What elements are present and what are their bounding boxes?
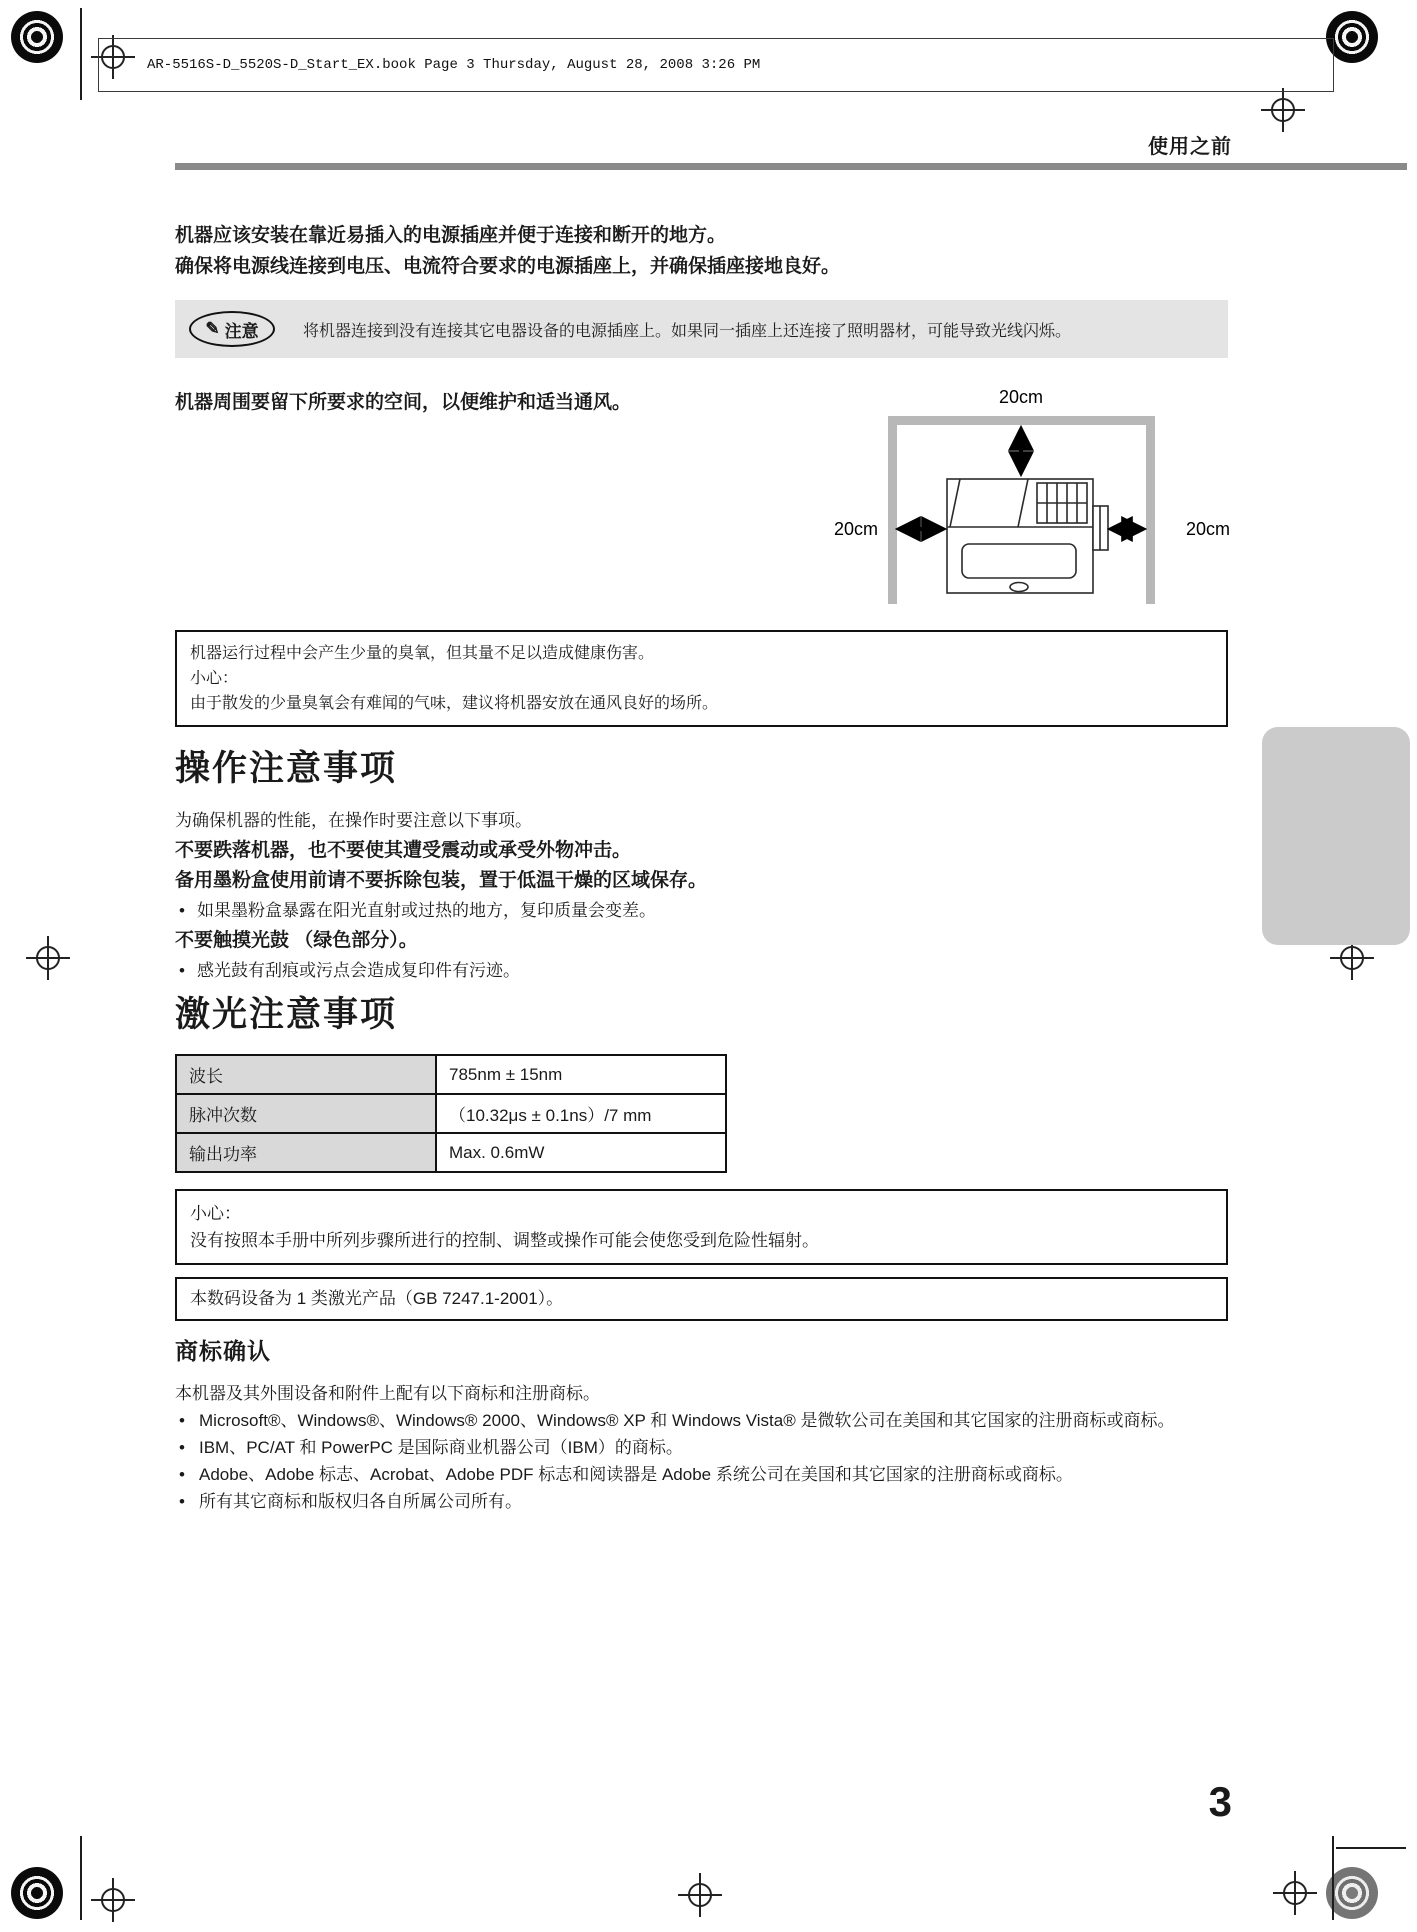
operation-section bbox=[175, 748, 1255, 986]
crop-crosshair-icon bbox=[678, 1873, 722, 1917]
note-badge-label: 注意 bbox=[224, 321, 259, 341]
ozone-line-2: 小心： bbox=[190, 670, 239, 687]
page-number: 3 bbox=[1208, 1778, 1232, 1825]
ozone-line-1: 机器运行过程中会产生少量的臭氧，但其量不足以造成健康伤害。 bbox=[190, 645, 655, 662]
operation-note-2: • 感光鼓有刮痕或污点会造成复印件有污迹。 bbox=[175, 956, 1255, 986]
chapter-header: 使用之前 bbox=[1148, 136, 1232, 158]
wall-right bbox=[1146, 416, 1155, 604]
trademarks-list bbox=[175, 1407, 1255, 1515]
spec-value: 785nm ± 15nm bbox=[436, 1055, 726, 1094]
caution-line-2: 没有按照本手册中所列步骤所进行的控制、调整或操作可能会使您受到危险性辐射。 bbox=[190, 1231, 819, 1250]
wall-top bbox=[888, 416, 1155, 425]
trim-line bbox=[80, 1836, 82, 1920]
operation-note-1: • 如果墨粉盒暴露在阳光直射或过热的地方，复印质量会变差。 bbox=[175, 896, 1255, 926]
operation-rule-3: 不要触摸光鼓 （绿色部分）。 bbox=[175, 930, 418, 951]
header-rule bbox=[175, 163, 1407, 170]
laser-caution-box bbox=[175, 1189, 1228, 1265]
crosshair-ring bbox=[1283, 1881, 1307, 1905]
registration-bullseye-bottom-left-icon bbox=[11, 1867, 63, 1919]
trademarks-section bbox=[175, 1336, 1255, 1515]
ozone-warning-box bbox=[175, 630, 1228, 727]
clearance-top-label: 20cm bbox=[998, 387, 1044, 407]
note-text: 将机器连接到没有连接其它电器设备的电源插座上。如果同一插座上还连接了照明器材，可能导致光线闪烁。 bbox=[303, 322, 1072, 340]
list-item: • Adobe、Adobe 标志、Acrobat、Adobe PDF 标志和阅读器是 Adobe 系统公司在美国和其它国家的注册商标或商标。 bbox=[175, 1461, 1255, 1488]
table-row bbox=[176, 1055, 726, 1094]
chapter-side-tab bbox=[1262, 727, 1410, 945]
pencil-icon: ✎ bbox=[205, 319, 220, 338]
trim-line bbox=[1332, 1836, 1334, 1920]
laser-heading: 激光注意事项 bbox=[175, 995, 398, 1034]
note-box bbox=[175, 300, 1228, 358]
placement-line-1: 机器应该安装在靠近易插入的电源插座并便于连接和断开的地方。 bbox=[175, 225, 727, 246]
laser-spec-table bbox=[175, 1054, 727, 1173]
laser-class-statement: 本数码设备为 1 类激光产品（GB 7247.1-2001）。 bbox=[190, 1289, 564, 1308]
copier-knob bbox=[1010, 583, 1028, 592]
spec-value: Max. 0.6mW bbox=[436, 1133, 726, 1172]
crosshair-ring bbox=[688, 1883, 712, 1907]
spec-label: 输出功率 bbox=[176, 1133, 436, 1172]
wall-left bbox=[888, 416, 897, 604]
list-item: • 所有其它商标和版权归各自所属公司所有。 bbox=[175, 1488, 1255, 1515]
table-row bbox=[176, 1133, 726, 1172]
spec-value: （10.32μs ± 0.1ns）/7 mm bbox=[436, 1094, 726, 1133]
copier-illustration bbox=[947, 479, 1108, 593]
trim-line bbox=[1336, 1847, 1406, 1849]
spec-label: 波长 bbox=[176, 1055, 436, 1094]
list-item: • IBM、PC/AT 和 PowerPC 是国际商业机器公司（IBM）的商标。 bbox=[175, 1434, 1255, 1461]
note-badge bbox=[189, 311, 275, 347]
laser-section bbox=[175, 994, 1255, 1173]
file-info-banner bbox=[98, 38, 1334, 92]
operation-heading: 操作注意事项 bbox=[175, 749, 398, 788]
crop-crosshair-icon bbox=[1261, 88, 1305, 132]
crop-crosshair-icon bbox=[26, 936, 70, 980]
list-item: • Microsoft®、Windows®、Windows® 2000、Windows® XP 和 Windows Vista® 是微软公司在美国和其它国家的注册商标或商标。 bbox=[175, 1407, 1255, 1434]
trademarks-intro: 本机器及其外围设备和附件上配有以下商标和注册商标。 bbox=[175, 1384, 600, 1403]
crosshair-ring bbox=[101, 1888, 125, 1912]
clearance-intro: 机器周围要留下所要求的空间，以便维护和适当通风。 bbox=[175, 392, 632, 413]
clearance-right-label: 20cm bbox=[1185, 519, 1231, 539]
copier-paper-tray bbox=[962, 544, 1076, 578]
registration-bullseye-top-left-icon bbox=[11, 11, 63, 63]
clearance-left-label: 20cm bbox=[833, 519, 879, 539]
operation-rule-2: 备用墨粉盒使用前请不要拆除包装，置于低温干燥的区域保存。 bbox=[175, 870, 708, 891]
operation-rule-1: 不要跌落机器，也不要使其遭受震动或承受外物冲击。 bbox=[175, 840, 632, 861]
placement-line-2: 确保将电源线连接到电压、电流符合要求的电源插座上，并确保插座接地良好。 bbox=[175, 256, 841, 277]
crop-crosshair-icon bbox=[91, 1878, 135, 1922]
ozone-line-3: 由于散发的少量臭氧会有难闻的气味，建议将机器安放在通风良好的场所。 bbox=[190, 695, 719, 712]
caution-line-1: 小心： bbox=[190, 1204, 241, 1223]
trim-line bbox=[80, 8, 82, 100]
crosshair-ring bbox=[1340, 946, 1364, 970]
operation-intro: 为确保机器的性能，在操作时要注意以下事项。 bbox=[175, 811, 532, 830]
crosshair-ring bbox=[1271, 98, 1295, 122]
placement-instructions bbox=[175, 220, 1245, 282]
clearance-diagram bbox=[800, 376, 1240, 618]
crosshair-ring bbox=[36, 946, 60, 970]
file-info-text: AR-5516S-D_5520S-D_Start_EX.book Page 3 Thursday, August 28, 2008 3:26 PM bbox=[147, 57, 761, 73]
spec-label: 脉冲次数 bbox=[176, 1094, 436, 1133]
crop-crosshair-icon bbox=[1273, 1871, 1317, 1915]
table-row bbox=[176, 1094, 726, 1133]
trademarks-heading: 商标确认 bbox=[175, 1338, 271, 1364]
laser-class-box bbox=[175, 1277, 1228, 1321]
